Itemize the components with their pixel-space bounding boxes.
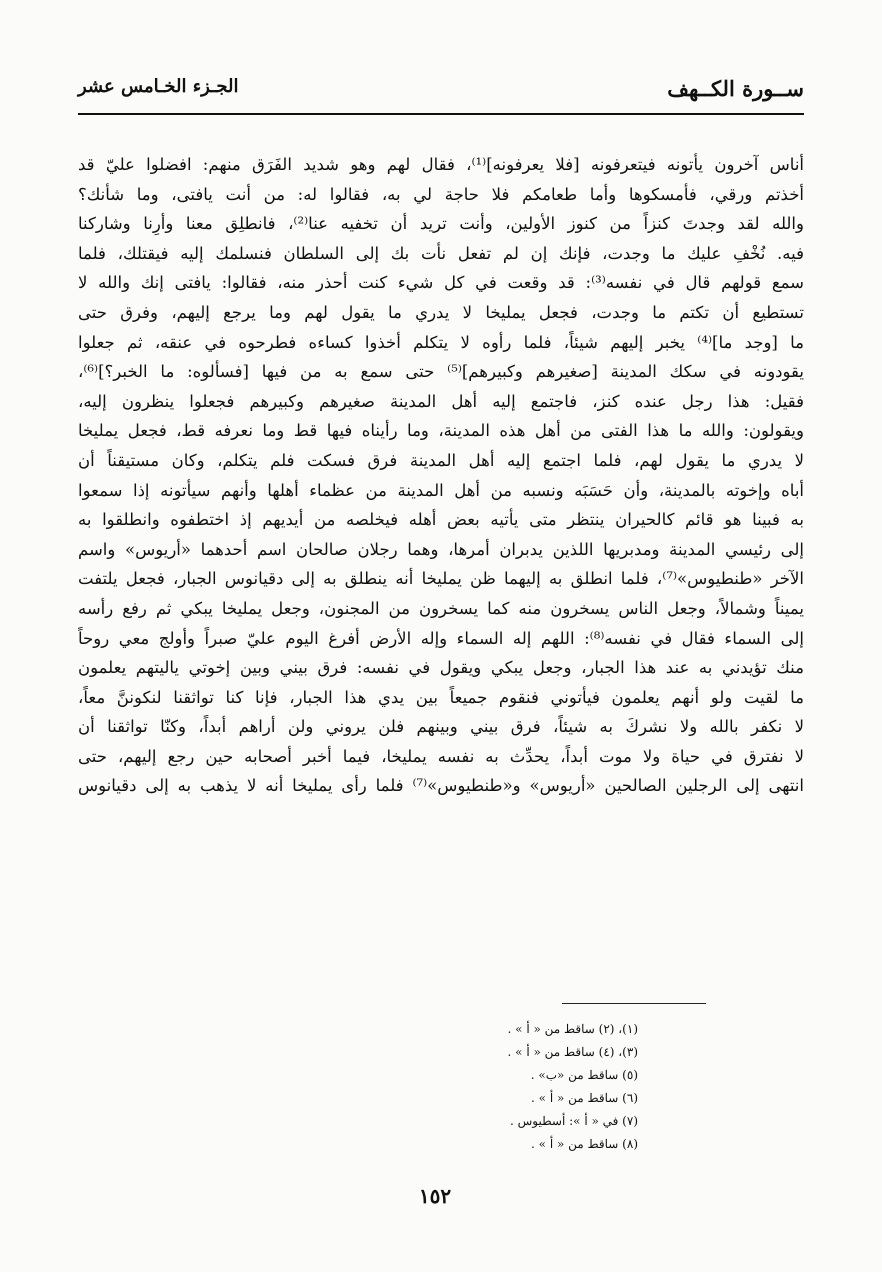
text-line: الآخر «طنطيوس»⁽⁷⁾، فلما انطلق به إليهما ظن يمليخا أنه ينطلق به إلى دقيانوس الجبار، فجعل يلتفت [78, 569, 804, 589]
text-line: فقيل: هذا رجل عنده كنز، فاجتمع إليه أهل المدينة صغيرهم وكبيرهم فجعلوا ينظرون إليه، [78, 391, 804, 411]
juz-title: الجـزء الخـامس عشر [78, 76, 239, 97]
text-line: منك تؤيدني به عند هذا الجبار، وجعل يبكي ويقول في نفسه: فرق بيني وبين إخوتي ياليتهم يعلمون [78, 658, 804, 678]
text-line: لا نكفر بالله ولا نشركَ به شيئاً، فرق بيني وبينهم فلن يروني ولن أراهم أبداً، وكنّا تواثقنا أن [78, 717, 804, 737]
text-line: إلى رئيسي المدينة ومدبريها اللذين يدبران أمرها، وهما رجلان صالحان اسم أحدهما «أريوس» واسم [78, 539, 804, 559]
footnote: (٨) ساقط من « أ » . [531, 1137, 638, 1151]
text-line: أناس آخرون يأتونه فيتعرفونه [فلا يعرفونه]⁽¹⁾، فقال لهم وهو شديد الفَرَق منهم: افضلوا عليّ قد [78, 155, 804, 174]
text-line: به فبينا هو قائم كالحيران ينتظر متى يأتيه بعض أهله فيخلصه من أيديهم إذ اختطفوه وانطلقوا به [78, 510, 804, 530]
text-line: أباه وإخوته بالمدينة، وأن حَسَبَه ونسبه من أهل المدينة من عظماء أهلها وأنهم سيأتونه إذا سمعوا [78, 480, 804, 500]
footnote: (٣)، (٤) ساقط من « أ » . [507, 1045, 638, 1059]
text-line: ويقولون: والله ما هذا الفتى من أهل هذه المدينة، وما رأيناه فيها قط وما نعرفه قط، فجعل يمليخا [78, 421, 804, 441]
footnote: (١)، (٢) ساقط من « أ » . [507, 1022, 638, 1036]
text-line: انتهى إلى الرجلين الصالحين «أريوس» و«طنطيوس»⁽⁷⁾ فلما رأى يمليخا أنه لا يذهب به إلى دقيانوس [78, 776, 804, 796]
footnote: (٥) ساقط من «ب» . [530, 1068, 638, 1082]
text-line: أخذتم ورقي، فأمسكوها وأما طعامكم فلا حاجة لي به، فقالوا له: من أنت يافتى، وما شأنك؟ [78, 184, 804, 204]
main-text [78, 150, 804, 801]
footnote: (٦) ساقط من « أ » . [531, 1091, 638, 1105]
header-divider [78, 113, 804, 115]
text-line: تستطيع أن تكتم ما وجدت، فجعل يمليخا لا يدري ما يقول لهم وما يرجع إليهم، وفرق حتى [78, 302, 804, 322]
text-line: لا يدري ما يقول لهم، فلما اجتمع إليه أهل المدينة فرق فسكت فلم يتكلم، وكان مستيقناً أن [78, 450, 804, 470]
text-line: لا نفترق في حياة ولا موت أبداً، يحدِّث به نفسه يمليخا، فيما أخبر أصحابه حين رجع إليهم، حتى [78, 746, 804, 766]
footnotes [378, 1018, 638, 1156]
text-line: فيه. نُخْفِ عليك ما وجدت، فإنك إن لم تفعل نأت بك إلى السلطان فنسلمك إليه فيقتلك، فلما [78, 243, 804, 263]
footnote: (٧) في « أ »: أسطيوس . [509, 1114, 638, 1128]
text-line: سمع قولهم قال في نفسه⁽³⁾: قد وقعت في كل شيء كنت أحذر منه، فقالوا: يافتى إنك والله لا [78, 273, 804, 293]
text-line: يقودونه في سكك المدينة [صغيرهم وكبيرهم]⁽⁵⁾ حتى سمع به من فيها [فسألوه: ما الخبر؟]⁽⁶⁾، [78, 362, 804, 382]
footnote-divider [562, 1003, 706, 1004]
text-line: يميناً وشمالاً، وجعل الناس يسخرون منه كما يسخرون من المجنون، وجعل يمليخا يبكي ثم رفع رأسه [78, 598, 804, 618]
text-line: إلى السماء فقال في نفسه⁽⁸⁾: اللهم إله السماء وإله الأرض أفرغ اليوم عليّ صبراً وأولج معي روحاً [78, 628, 804, 648]
surah-title: ســورة الكــهف [667, 76, 804, 101]
text-line: والله لقد وجدتَ كنزاً من كنوز الأولين، وأنت تريد أن تخفيه عنا⁽²⁾، فانطلِق معنا وأرِنا وشاركنا [78, 214, 804, 234]
running-header [78, 72, 804, 112]
page-number: ١٥٢ [418, 1184, 452, 1208]
text-line: ما [وجد ما]⁽⁴⁾ يخبر إليهم شيئاً، فلما رأوه لا يتكلم أخذوا كساءه فطرحوه في عنقه، ثم جعلوا [78, 332, 804, 352]
text-line: ما لقيت ولو أنهم يعلمون فيأتوني فنقوم جميعاً بين يدي هذا الجبار، فإنا كنا تواثقنا لنكوننَّ معاً، [78, 687, 804, 707]
